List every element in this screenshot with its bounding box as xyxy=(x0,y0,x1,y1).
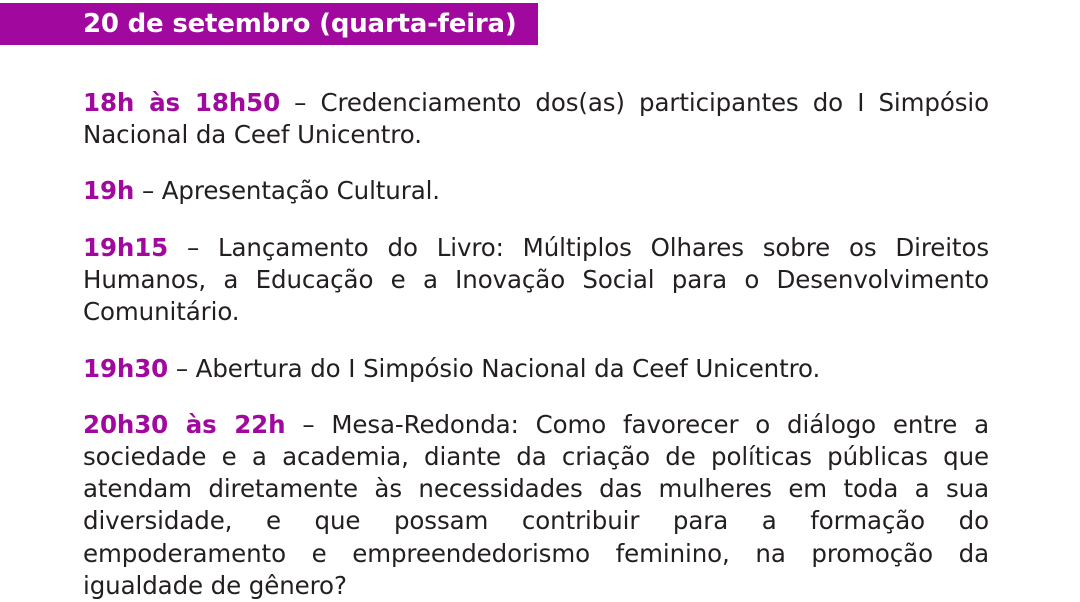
agenda-item-text: – Apresentação Cultural. xyxy=(134,176,440,206)
agenda-item xyxy=(83,175,989,207)
agenda-item-text: – Abertura do I Simpósio Nacional da Ceef Unicentro. xyxy=(168,353,821,383)
agenda-item-time: 19h30 xyxy=(83,353,169,383)
header-banner xyxy=(0,3,538,45)
agenda-item xyxy=(83,87,989,151)
agenda-item-text: – Lançamento do Livro: Múltiplos Olhares sobre os Direitos Humanos, a Educação e a Inovação Social para o Desenvolvimento Comunitário. xyxy=(83,232,989,326)
agenda-item-time: 18h às 18h50 xyxy=(83,87,281,117)
agenda-item xyxy=(83,232,989,328)
agenda-list xyxy=(83,62,989,602)
agenda-item xyxy=(83,353,989,385)
page-title: 20 de setembro (quarta-feira) xyxy=(83,9,517,39)
agenda-item-time: 20h30 às 22h xyxy=(83,410,286,440)
agenda-item xyxy=(83,409,989,602)
agenda-item-time: 19h xyxy=(83,176,135,206)
agenda-item-text: – Credenciamento dos(as) participantes do I Simpósio Nacional da Ceef Unicentro. xyxy=(83,87,989,149)
agenda-item-time: 19h15 xyxy=(83,232,169,262)
agenda-item-text: – Mesa-Redonda: Como favorecer o diálogo entre a sociedade e a academia, diante da criação de políticas públicas que atendam diretamente às necessidades das mulheres em toda a sua diversidade, e que possam contribuir para a formação do empoderamento e empreendedorismo feminino, na promoção da igualdade de gênero? xyxy=(83,410,989,600)
